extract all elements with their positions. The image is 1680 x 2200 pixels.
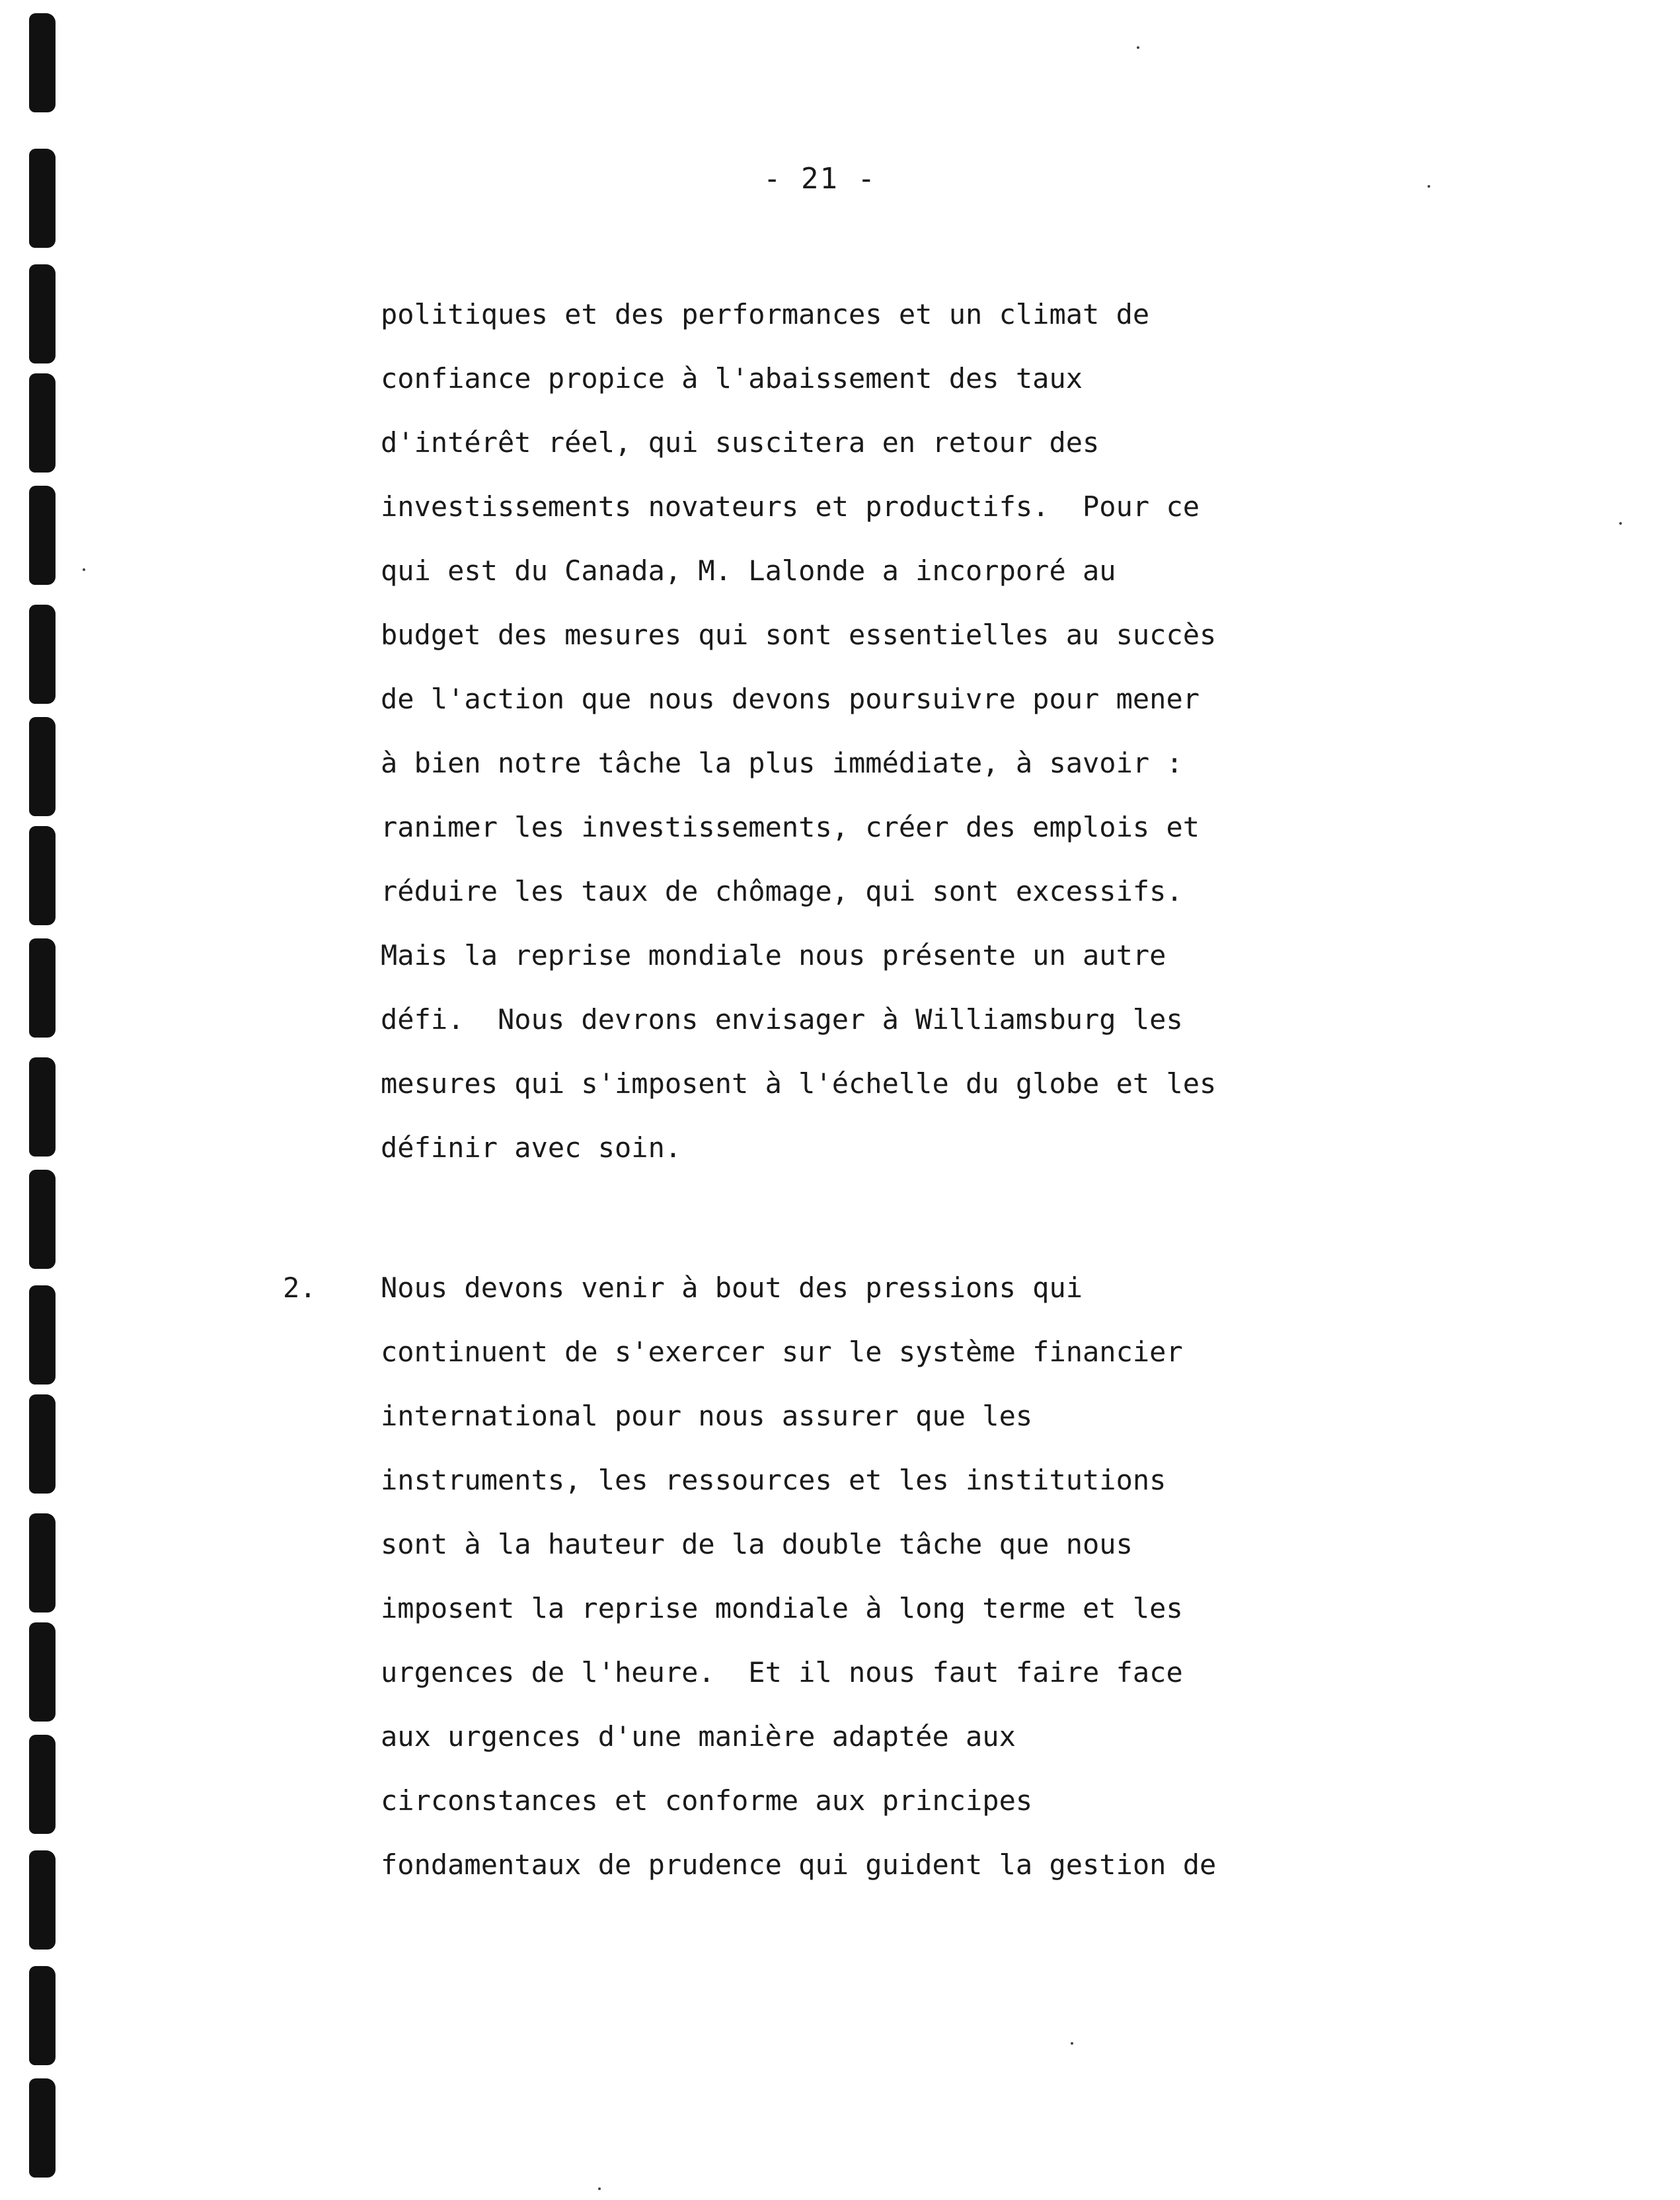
binding-hole [29, 938, 56, 1038]
scan-speck [1428, 185, 1430, 188]
paragraph [381, 282, 1216, 1180]
text-line: imposent la reprise mondiale à long terme et les [381, 1592, 1183, 1624]
scan-speck [1071, 2042, 1073, 2045]
scan-speck [83, 568, 85, 571]
list-item-number: 2. [283, 1271, 317, 1304]
binding-hole [29, 1170, 56, 1269]
binding-hole [29, 13, 56, 112]
text-line: Nous devons venir à bout des pressions qui [381, 1271, 1083, 1304]
text-line: défi. Nous devrons envisager à Williamsburg les [381, 1003, 1183, 1036]
binding-hole [29, 826, 56, 925]
text-line: qui est du Canada, M. Lalonde a incorporé au [381, 554, 1116, 587]
text-line: international pour nous assurer que les [381, 1400, 1033, 1432]
binding-hole [29, 1966, 56, 2065]
text-line: budget des mesures qui sont essentielles au succès [381, 619, 1217, 651]
scan-speck [1137, 46, 1139, 49]
scan-speck [1619, 522, 1622, 525]
binding-hole [29, 1622, 56, 1722]
text-line: circonstances et conforme aux principes [381, 1784, 1033, 1817]
text-line: investissements novateurs et productifs. Pour ce [381, 490, 1200, 523]
text-line: à bien notre tâche la plus immédiate, à savoir : [381, 747, 1183, 779]
text-line: sont à la hauteur de la double tâche que nous [381, 1528, 1133, 1560]
binding-hole [29, 1394, 56, 1494]
text-line: réduire les taux de chômage, qui sont excessifs. [381, 875, 1183, 907]
text-line: politiques et des performances et un climat de [381, 298, 1150, 330]
text-line: aux urgences d'une manière adaptée aux [381, 1720, 1016, 1753]
binding-hole [29, 1850, 56, 1950]
page-number: - 21 - [763, 162, 876, 196]
text-line: urgences de l'heure. Et il nous faut faire face [381, 1656, 1183, 1688]
binding-hole [29, 486, 56, 585]
paragraph [381, 1256, 1216, 1897]
binding-hole [29, 1057, 56, 1157]
text-line: continuent de s'exercer sur le système financier [381, 1336, 1183, 1368]
text-line: mesures qui s'imposent à l'échelle du globe et les [381, 1067, 1217, 1100]
binding-holes [20, 0, 66, 2200]
text-line: ranimer les investissements, créer des emplois et [381, 811, 1200, 843]
text-line: de l'action que nous devons poursuivre pour mener [381, 683, 1200, 715]
text-line: définir avec soin. [381, 1131, 682, 1164]
text-line: fondamentaux de prudence qui guident la gestion de [381, 1848, 1217, 1881]
binding-hole [29, 1735, 56, 1834]
scan-speck [598, 2187, 601, 2190]
binding-hole [29, 1285, 56, 1384]
binding-hole [29, 717, 56, 816]
text-line: d'intérêt réel, qui suscitera en retour des [381, 426, 1100, 459]
text-line: confiance propice à l'abaissement des taux [381, 362, 1083, 395]
binding-hole [29, 373, 56, 473]
binding-hole [29, 264, 56, 363]
text-line: Mais la reprise mondiale nous présente un autre [381, 939, 1166, 971]
binding-hole [29, 605, 56, 704]
text-line: instruments, les ressources et les institutions [381, 1464, 1166, 1496]
binding-hole [29, 149, 56, 248]
binding-hole [29, 1513, 56, 1612]
binding-hole [29, 2078, 56, 2178]
